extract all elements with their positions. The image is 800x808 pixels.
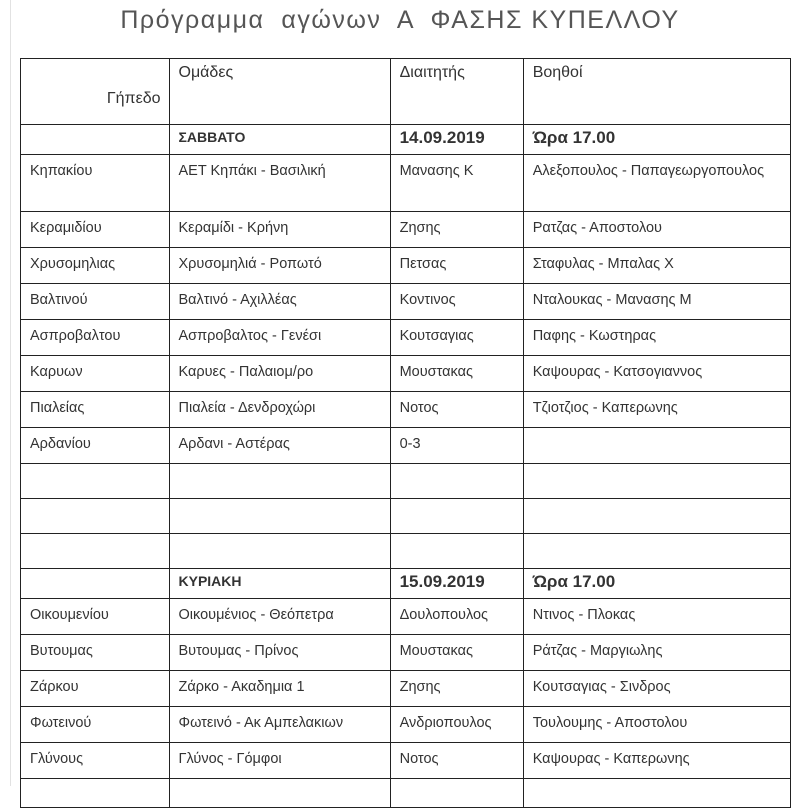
header-teams: Ομάδες bbox=[169, 59, 390, 125]
table-row bbox=[21, 743, 791, 779]
teams-cell: Βυτουμας - Πρίνος bbox=[169, 635, 390, 671]
assistants-cell: Αλεξοπουλος - Παπαγεωργοπουλος bbox=[523, 155, 790, 212]
venue-cell: Βαλτινού bbox=[21, 284, 170, 320]
venue-cell: Ζάρκου bbox=[21, 671, 170, 707]
referee-cell: Κουτσαγιας bbox=[390, 320, 523, 356]
referee-cell: Ζησης bbox=[390, 212, 523, 248]
day-row-empty-cell bbox=[21, 569, 170, 599]
venue-cell: Βυτουμας bbox=[21, 635, 170, 671]
empty-row bbox=[21, 534, 791, 569]
referee-cell: 0-3 bbox=[390, 428, 523, 464]
teams-cell: Πιαλεία - Δενδροχώρι bbox=[169, 392, 390, 428]
teams-cell: Κεραμίδι - Κρήνη bbox=[169, 212, 390, 248]
table-header-row bbox=[21, 59, 791, 125]
empty-cell bbox=[390, 464, 523, 499]
saturday-time: Ώρα 17.00 bbox=[523, 125, 790, 155]
empty-cell bbox=[523, 779, 790, 808]
header-assistants: Βοηθοί bbox=[523, 59, 790, 125]
empty-cell bbox=[169, 499, 390, 534]
empty-cell bbox=[21, 779, 170, 808]
empty-row bbox=[21, 779, 791, 808]
assistants-cell: Καψουρας - Κατσογιαννος bbox=[523, 356, 790, 392]
assistants-cell: Ρατζας - Αποστολου bbox=[523, 212, 790, 248]
day-row-empty-cell bbox=[21, 125, 170, 155]
referee-cell: Κοντινος bbox=[390, 284, 523, 320]
assistants-cell: Τζιοτζιος - Καπερωνης bbox=[523, 392, 790, 428]
referee-cell: Νοτος bbox=[390, 743, 523, 779]
teams-cell: ΑΕΤ Κηπάκι - Βασιλική bbox=[169, 155, 390, 212]
table-row bbox=[21, 671, 791, 707]
venue-cell: Ασπροβαλτου bbox=[21, 320, 170, 356]
referee-cell: Ανδριοπουλος bbox=[390, 707, 523, 743]
venue-cell: Κεραμιδίου bbox=[21, 212, 170, 248]
table-row bbox=[21, 248, 791, 284]
saturday-day-row bbox=[21, 125, 791, 155]
table-row bbox=[21, 635, 791, 671]
table-row bbox=[21, 392, 791, 428]
venue-cell: Κηπακίου bbox=[21, 155, 170, 212]
teams-cell: Γλύνος - Γόμφοι bbox=[169, 743, 390, 779]
assistants-cell: Παφης - Κωστηρας bbox=[523, 320, 790, 356]
empty-cell bbox=[390, 534, 523, 569]
assistants-cell bbox=[523, 428, 790, 464]
referee-cell: Μουστακας bbox=[390, 356, 523, 392]
empty-cell bbox=[390, 499, 523, 534]
empty-cell bbox=[21, 499, 170, 534]
sunday-date: 15.09.2019 bbox=[390, 569, 523, 599]
teams-cell: Καρυες - Παλαιομ/ρο bbox=[169, 356, 390, 392]
table-row bbox=[21, 428, 791, 464]
empty-cell bbox=[21, 534, 170, 569]
assistants-cell: Τουλουμης - Αποστολου bbox=[523, 707, 790, 743]
venue-cell: Πιαλείας bbox=[21, 392, 170, 428]
referee-cell: Ζησης bbox=[390, 671, 523, 707]
assistants-cell: Νταλουκας - Μανασης Μ bbox=[523, 284, 790, 320]
header-referee: Διαιτητής bbox=[390, 59, 523, 125]
empty-cell bbox=[21, 464, 170, 499]
empty-row bbox=[21, 499, 791, 534]
teams-cell: Αρδανι - Αστέρας bbox=[169, 428, 390, 464]
schedule-table bbox=[20, 58, 791, 808]
table-row bbox=[21, 356, 791, 392]
referee-cell: Πετσας bbox=[390, 248, 523, 284]
venue-cell: Χρυσομηλιας bbox=[21, 248, 170, 284]
saturday-date: 14.09.2019 bbox=[390, 125, 523, 155]
teams-cell: Οικουμένιος - Θεόπετρα bbox=[169, 599, 390, 635]
venue-cell: Καρυων bbox=[21, 356, 170, 392]
table-row bbox=[21, 155, 791, 212]
table-row bbox=[21, 320, 791, 356]
teams-cell: Χρυσομηλιά - Ροπωτό bbox=[169, 248, 390, 284]
teams-cell: Ζάρκο - Ακαδημια 1 bbox=[169, 671, 390, 707]
empty-cell bbox=[390, 779, 523, 808]
assistants-cell: Ράτζας - Μαργιωλης bbox=[523, 635, 790, 671]
table-row bbox=[21, 599, 791, 635]
assistants-cell: Ντινος - Πλοκας bbox=[523, 599, 790, 635]
table-row bbox=[21, 212, 791, 248]
empty-cell bbox=[523, 499, 790, 534]
referee-cell: Δουλοπουλος bbox=[390, 599, 523, 635]
empty-row bbox=[21, 464, 791, 499]
empty-cell bbox=[169, 534, 390, 569]
sunday-time: Ώρα 17.00 bbox=[523, 569, 790, 599]
venue-cell: Γλύνους bbox=[21, 743, 170, 779]
table-row bbox=[21, 284, 791, 320]
referee-cell: Μανασης Κ bbox=[390, 155, 523, 212]
assistants-cell: Καψουρας - Καπερωνης bbox=[523, 743, 790, 779]
venue-cell: Φωτεινού bbox=[21, 707, 170, 743]
page-title: Πρόγραμμα αγώνων Α ΦΑΣΗΣ ΚΥΠΕΛΛΟΥ bbox=[120, 6, 680, 34]
assistants-cell: Κουτσαγιας - Σινδρος bbox=[523, 671, 790, 707]
saturday-day-label: ΣΑΒΒΑΤΟ bbox=[169, 125, 390, 155]
empty-cell bbox=[169, 779, 390, 808]
teams-cell: Βαλτινό - Αχιλλέας bbox=[169, 284, 390, 320]
header-venue: Γήπεδο bbox=[21, 59, 170, 125]
page-edge-line bbox=[10, 0, 11, 786]
venue-cell: Οικουμενίου bbox=[21, 599, 170, 635]
teams-cell: Ασπροβαλτος - Γενέσι bbox=[169, 320, 390, 356]
venue-cell: Αρδανίου bbox=[21, 428, 170, 464]
sunday-day-label: ΚΥΡΙΑΚΗ bbox=[169, 569, 390, 599]
teams-cell: Φωτεινό - Ακ Αμπελακιων bbox=[169, 707, 390, 743]
referee-cell: Μουστακας bbox=[390, 635, 523, 671]
table-row bbox=[21, 707, 791, 743]
empty-cell bbox=[169, 464, 390, 499]
referee-cell: Νοτος bbox=[390, 392, 523, 428]
empty-cell bbox=[523, 534, 790, 569]
sunday-day-row bbox=[21, 569, 791, 599]
empty-cell bbox=[523, 464, 790, 499]
assistants-cell: Σταφυλας - Μπαλας Χ bbox=[523, 248, 790, 284]
